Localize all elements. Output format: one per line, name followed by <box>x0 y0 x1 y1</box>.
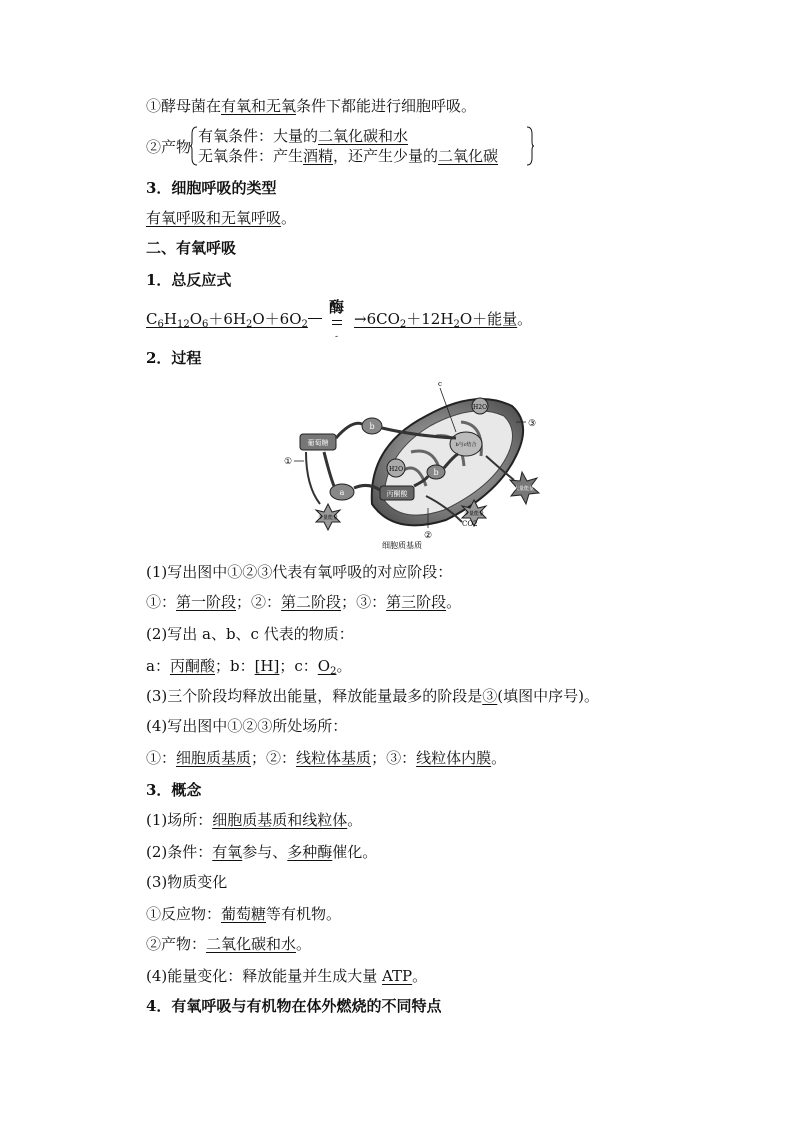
section-aerobic: 二、有氧呼吸 <box>146 239 237 257</box>
reactants: $C_6H_{12}O_6+6H_2O+6O_2$ <box>146 310 308 330</box>
concept-product <box>146 934 311 954</box>
text: 参与、 <box>242 843 288 861</box>
right-brace-icon <box>526 126 534 166</box>
text: 。 <box>336 657 352 675</box>
line-yeast <box>146 96 476 116</box>
heading-comparison: 4．有氧呼吸与有机物在体外燃烧的不同特点 <box>146 997 442 1015</box>
answer: 有氧呼吸和无氧呼吸 <box>146 209 282 227</box>
concept-condition <box>146 842 377 862</box>
small-energy-label-1: 少量能量 <box>317 515 339 521</box>
left-brace-icon <box>190 126 198 166</box>
heading-concept: 3．概念 <box>146 781 202 799</box>
answer: 第三阶段 <box>386 593 447 611</box>
text: ；②： <box>251 749 297 767</box>
text: (1)场所： <box>146 811 213 829</box>
combine-label: b与c结合 <box>455 442 477 448</box>
water-label-1: H2O <box>389 466 403 473</box>
label-b: b <box>369 422 375 431</box>
text: ；b： <box>214 657 255 675</box>
text: 。 <box>347 811 363 829</box>
products-label: ②产物 <box>146 138 192 156</box>
small-energy-label-2: 少量能量 <box>463 511 485 517</box>
stage-3-marker: ③ <box>528 419 537 429</box>
answer: 有氧 <box>212 843 243 861</box>
line-types <box>146 208 296 228</box>
stage-2-marker: ② <box>424 531 433 541</box>
answer: 第一阶段 <box>176 593 237 611</box>
arrow-glucose-a <box>324 452 334 486</box>
text: ①： <box>146 593 177 611</box>
text: ，还产生少量的 <box>333 147 439 165</box>
equals-line <box>332 324 342 325</box>
answer: 线粒体基质 <box>296 749 372 767</box>
text: 催化。 <box>332 843 378 861</box>
answer-2 <box>146 656 351 682</box>
answer: 二氧化碳 <box>438 147 499 165</box>
equation-left <box>146 308 308 330</box>
text: 。 <box>491 749 507 767</box>
answer: [H] <box>254 657 280 675</box>
answer: 二氧化碳和水 <box>318 127 409 145</box>
heading-types: 3．细胞呼吸的类型 <box>146 179 277 197</box>
label-b: b <box>433 468 439 477</box>
text: 。 <box>446 593 462 611</box>
arrow-small-energy-1 <box>306 452 320 504</box>
label-c: c <box>438 380 442 388</box>
dash-small: - <box>335 332 339 342</box>
text: (填图中序号)。 <box>497 687 599 705</box>
text: 。 <box>296 935 312 953</box>
question-3 <box>146 686 599 706</box>
heading-process: 2．过程 <box>146 349 202 367</box>
answer: 多种酶 <box>287 843 333 861</box>
answer: ③ <box>482 687 498 705</box>
label-a: a <box>339 488 345 497</box>
text: ②产物： <box>146 935 207 953</box>
answer: 第二阶段 <box>281 593 342 611</box>
text: (3)三个阶段均释放出能量，释放能量最多的阶段是 <box>146 687 483 705</box>
arrow-glucose-b <box>336 423 362 438</box>
answer: 细胞质基质 <box>176 749 252 767</box>
answer: 细胞质基质和线粒体 <box>212 811 348 829</box>
enzyme-label: 酶 <box>329 298 345 316</box>
products: $\to 6CO_2+12H_2O+$能量 <box>354 310 518 330</box>
answer: 线粒体内膜 <box>416 749 492 767</box>
answer: 葡萄糖 <box>221 905 267 923</box>
answer: 丙酮酸 <box>169 657 215 675</box>
co2-label: CO2 <box>462 520 478 528</box>
answer: ATP <box>382 967 413 985</box>
question-1: (1)写出图中①②③代表有氧呼吸的对应阶段： <box>146 563 453 581</box>
large-energy-label: 大量能量 <box>513 486 535 492</box>
water-label-2: H2O <box>473 404 487 411</box>
text: 。 <box>517 310 533 328</box>
answer: 有氧和无氧 <box>221 97 297 115</box>
text: ①反应物： <box>146 905 222 923</box>
answer: 酒精 <box>303 147 334 165</box>
mitochondria-diagram <box>276 376 556 552</box>
answer: 二氧化碳和水 <box>206 935 297 953</box>
text: 条件下都能进行细胞呼吸。 <box>296 97 477 115</box>
dash <box>308 318 322 319</box>
equals-line <box>332 320 342 321</box>
concept-reactant <box>146 904 341 924</box>
question-4: (4)写出图中①②③所处场所： <box>146 717 348 735</box>
text: (2)条件： <box>146 843 213 861</box>
answer-o2: $O_2$ <box>317 657 337 677</box>
pyruvate-label: 丙酮酸 <box>386 490 408 498</box>
text: 无氧条件：产生 <box>198 147 304 165</box>
stage-1-marker: ① <box>284 457 293 467</box>
question-2: (2)写出 a、b、c 代表的物质： <box>146 625 354 643</box>
text: ①： <box>146 749 177 767</box>
answer-4 <box>146 748 506 768</box>
answer-1 <box>146 592 461 612</box>
concept-energy <box>146 966 427 986</box>
text: ；②： <box>236 593 282 611</box>
glucose-label: 葡萄糖 <box>307 439 329 447</box>
figure-caption: 细胞质基质 <box>382 541 422 550</box>
text: ；③： <box>341 593 387 611</box>
text: 有氧条件：大量的 <box>198 127 319 145</box>
products-rows <box>198 126 498 166</box>
text: ①酵母菌在 <box>146 97 222 115</box>
text: ；c： <box>279 657 318 675</box>
heading-equation: 1．总反应式 <box>146 271 232 289</box>
text: (4)能量变化：释放能量并生成大量 <box>146 967 383 985</box>
text: a： <box>146 657 170 675</box>
text: 。 <box>281 209 297 227</box>
text: 。 <box>412 967 428 985</box>
concept-location <box>146 810 362 830</box>
text: ；③： <box>371 749 417 767</box>
equation-right <box>354 308 532 330</box>
anaerobic-row <box>198 146 498 166</box>
aerobic-row <box>198 126 498 146</box>
concept-material: (3)物质变化 <box>146 873 228 891</box>
text: 等有机物。 <box>266 905 342 923</box>
